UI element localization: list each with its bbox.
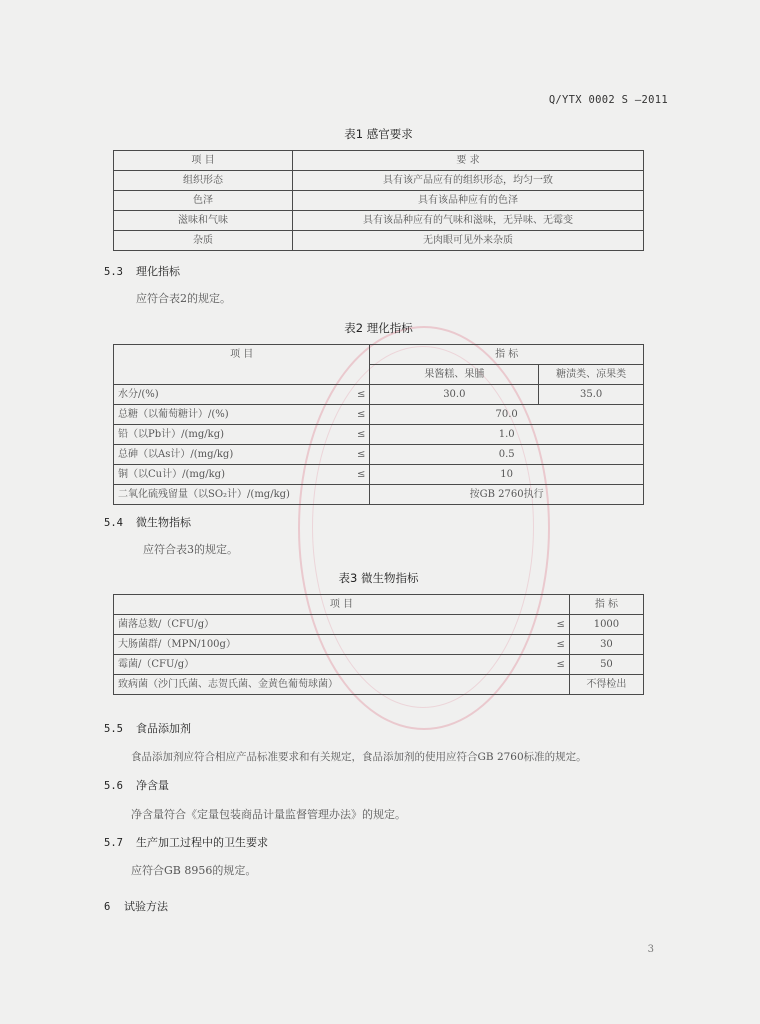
section-title: 微生物指标 — [136, 516, 191, 529]
table-cell-item: 水分/(%) — [114, 385, 348, 405]
table-row — [114, 635, 644, 655]
table-cell-item: 大肠菌群/（MPN/100g） — [114, 635, 547, 655]
table-subheader-cell: 果酱糕、果脯 — [370, 365, 539, 385]
table-row — [114, 485, 644, 505]
table-subheader-cell: 糖渍类、凉果类 — [539, 365, 644, 385]
table-cell-item: 总糖（以葡萄糖计）/(%) — [114, 405, 348, 425]
table-cell: 具有该品种应有的气味和滋味，无异味、无霉变 — [293, 211, 644, 231]
table-row — [114, 615, 644, 635]
section-title: 净含量 — [136, 779, 169, 792]
table-cell-value: 不得检出 — [569, 675, 643, 695]
section-heading-5-3 — [104, 263, 180, 279]
table-cell: 色泽 — [114, 191, 293, 211]
table-row — [114, 211, 644, 231]
table-cell-symbol: ≤ — [547, 615, 570, 635]
table-cell: 具有该产品应有的组织形态，均匀一致 — [293, 171, 644, 191]
table-row — [114, 171, 644, 191]
table-cell-symbol: ≤ — [547, 635, 570, 655]
section-text-5-5: 食品添加剂应符合相应产品标准要求和有关规定，食品添加剂的使用应符合GB 2760标准的规定。 — [131, 751, 587, 763]
section-heading-5-4 — [104, 514, 191, 530]
table-cell-value: 0.5 — [370, 445, 644, 465]
table-cell-value: 1.0 — [370, 425, 644, 445]
table-cell-symbol: ≤ — [347, 445, 370, 465]
table2-caption: 表2 理化指标 — [344, 321, 413, 335]
table-row — [114, 425, 644, 445]
table-header-cell: 项 目 — [114, 595, 570, 615]
table-header-row — [114, 345, 644, 365]
section-text-5-4: 应符合表3的规定。 — [143, 543, 238, 556]
section-number: 6 — [104, 901, 111, 913]
section-number: 5.7 — [104, 837, 123, 849]
table-cell-symbol: ≤ — [347, 405, 370, 425]
table-row — [114, 231, 644, 251]
section-number: 5.3 — [104, 266, 123, 278]
section-heading-5-7 — [104, 834, 268, 850]
table-cell-item: 铜（以Cu计）/(mg/kg) — [114, 465, 348, 485]
table-header-cell: 项 目 — [114, 345, 370, 385]
section-number: 5.4 — [104, 517, 123, 529]
table1-sensory-requirements — [113, 150, 644, 251]
table-header-cell: 项 目 — [114, 151, 293, 171]
table-cell-item: 菌落总数/（CFU/g） — [114, 615, 547, 635]
table-row — [114, 405, 644, 425]
table-cell: 杂质 — [114, 231, 293, 251]
table-header-row — [114, 151, 644, 171]
table-cell-item: 霉菌/（CFU/g） — [114, 655, 547, 675]
table2-physicochemical-indexes — [113, 344, 644, 505]
table3-microbial-indexes — [113, 594, 644, 695]
table3-caption: 表3 微生物指标 — [338, 571, 419, 585]
table-header-cell: 指 标 — [370, 345, 644, 365]
section-text-5-3: 应符合表2的规定。 — [136, 292, 231, 305]
table1-caption: 表1 感官要求 — [344, 127, 413, 141]
table-cell-value: 10 — [370, 465, 644, 485]
section-heading-6 — [104, 898, 168, 914]
table-cell-symbol: ≤ — [347, 465, 370, 485]
table-cell-value: 30.0 — [370, 385, 539, 405]
table-cell-value: 35.0 — [539, 385, 644, 405]
table-row — [114, 191, 644, 211]
section-title: 生产加工过程中的卫生要求 — [136, 836, 268, 849]
section-text-5-6: 净含量符合《定量包装商品计量监督管理办法》的规定。 — [131, 808, 406, 821]
table-row — [114, 655, 644, 675]
table-cell: 滋味和气味 — [114, 211, 293, 231]
table-cell: 具有该品种应有的色泽 — [293, 191, 644, 211]
table-header-cell: 指 标 — [569, 595, 643, 615]
table-cell-item: 致病菌（沙门氏菌、志贺氏菌、金黄色葡萄球菌） — [114, 675, 570, 695]
section-title: 试验方法 — [124, 900, 168, 913]
table-row — [114, 385, 644, 405]
table-header-row — [114, 595, 644, 615]
table-cell: 组织形态 — [114, 171, 293, 191]
table-cell-item: 总砷（以As计）/(mg/kg) — [114, 445, 348, 465]
page-number: 3 — [647, 944, 654, 955]
table-cell-value: 30 — [569, 635, 643, 655]
table-cell-item: 二氧化硫残留量（以SO₂计）/(mg/kg) — [114, 485, 370, 505]
section-heading-5-6 — [104, 777, 169, 793]
table-cell-value: 1000 — [569, 615, 643, 635]
table-cell-value: 70.0 — [370, 405, 644, 425]
section-title: 理化指标 — [136, 265, 180, 278]
section-number: 5.5 — [104, 723, 123, 735]
table-row — [114, 675, 644, 695]
section-heading-5-5 — [104, 720, 191, 736]
section-title: 食品添加剂 — [136, 722, 191, 735]
section-text-5-7: 应符合GB 8956的规定。 — [131, 864, 257, 877]
table-cell-symbol: ≤ — [347, 385, 370, 405]
table-cell-value: 按GB 2760执行 — [370, 485, 644, 505]
section-number: 5.6 — [104, 780, 123, 792]
table-cell-symbol: ≤ — [347, 425, 370, 445]
table-header-cell: 要 求 — [293, 151, 644, 171]
table-cell-item: 铅（以Pb计）/(mg/kg) — [114, 425, 348, 445]
table-row — [114, 465, 644, 485]
table-cell: 无肉眼可见外来杂质 — [293, 231, 644, 251]
table-row — [114, 445, 644, 465]
table-cell-value: 50 — [569, 655, 643, 675]
table-cell-symbol: ≤ — [547, 655, 570, 675]
document-code: Q/YTX 0002 S —2011 — [548, 94, 668, 106]
